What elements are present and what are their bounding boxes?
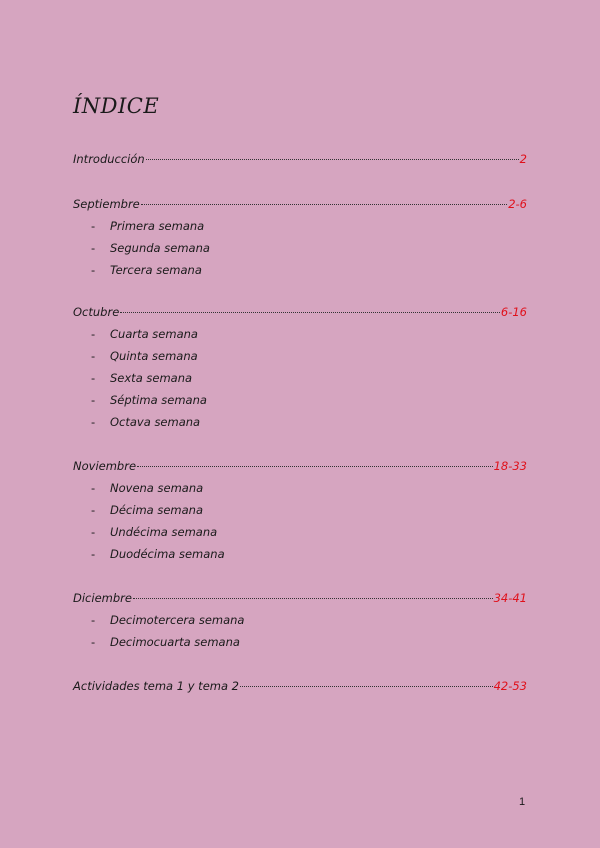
- toc-entry-page: 42-53: [493, 679, 527, 693]
- toc-subitem-label: Duodécima semana: [110, 547, 225, 561]
- toc-entry-label: Diciembre: [73, 591, 132, 605]
- dot-leader: [146, 159, 519, 160]
- toc-subitem: [91, 633, 240, 651]
- toc-entry-page: 34-41: [493, 591, 527, 605]
- toc-subitem: [91, 239, 210, 257]
- list-dash: -: [91, 241, 96, 255]
- toc-entry: [73, 589, 527, 607]
- toc-subitem: [91, 325, 198, 343]
- toc-entry-label: Noviembre: [73, 459, 137, 473]
- page-title: ÍNDICE: [73, 94, 160, 118]
- toc-subitem-label: Quinta semana: [110, 349, 198, 363]
- toc-subitem-label: Segunda semana: [110, 241, 210, 255]
- toc-entry-page: 6-16: [500, 305, 527, 319]
- list-dash: -: [91, 635, 96, 649]
- toc-subitem-label: Sexta semana: [110, 371, 193, 385]
- list-dash: -: [91, 371, 96, 385]
- list-dash: -: [91, 393, 96, 407]
- dot-leader: [133, 598, 493, 599]
- toc-subitem-label: Tercera semana: [110, 263, 202, 277]
- toc-entry: [73, 457, 527, 475]
- toc-subitem: [91, 479, 203, 497]
- toc-subitem: [91, 217, 204, 235]
- dot-leader: [141, 204, 507, 205]
- toc-subitem: [91, 611, 244, 629]
- list-dash: -: [91, 481, 96, 495]
- list-dash: -: [91, 327, 96, 341]
- toc-subitem-label: Primera semana: [110, 219, 205, 233]
- toc-subitem: [91, 413, 200, 431]
- list-dash: -: [91, 349, 96, 363]
- toc-entry-label: Introducción: [73, 152, 145, 166]
- toc-entry-label: Septiembre: [73, 197, 140, 211]
- list-dash: -: [91, 263, 96, 277]
- dot-leader: [240, 686, 493, 687]
- toc-entry: [73, 150, 527, 168]
- toc-entry-label: Actividades tema 1 y tema 2: [73, 679, 239, 693]
- toc-entry-page: 2-6: [508, 197, 527, 211]
- toc-entry: [73, 195, 527, 213]
- page-number: 1: [519, 796, 526, 808]
- toc-entry-label: Octubre: [73, 305, 120, 319]
- toc-entry: [73, 303, 527, 321]
- toc-subitem: [91, 501, 203, 519]
- toc-subitem-label: Cuarta semana: [110, 327, 198, 341]
- toc-subitem-label: Décima semana: [110, 503, 204, 517]
- toc-subitem-label: Novena semana: [110, 481, 204, 495]
- toc-entry: [73, 677, 527, 695]
- toc-subitem-label: Undécima semana: [110, 525, 218, 539]
- list-dash: -: [91, 525, 96, 539]
- toc-subitem: [91, 261, 202, 279]
- list-dash: -: [91, 547, 96, 561]
- toc-subitem-label: Séptima semana: [110, 393, 207, 407]
- dot-leader: [137, 466, 493, 467]
- toc-subitem-label: Decimocuarta semana: [110, 635, 240, 649]
- toc-subitem: [91, 523, 217, 541]
- toc-subitem-label: Decimotercera semana: [110, 613, 245, 627]
- toc-subitem: [91, 545, 225, 563]
- toc-subitem: [91, 369, 192, 387]
- list-dash: -: [91, 503, 96, 517]
- toc-subitem: [91, 347, 198, 365]
- list-dash: -: [91, 613, 96, 627]
- list-dash: -: [91, 219, 96, 233]
- dot-leader: [120, 312, 500, 313]
- toc-entry-page: 18-33: [493, 459, 527, 473]
- toc-subitem: [91, 391, 207, 409]
- list-dash: -: [91, 415, 96, 429]
- toc-entry-page: 2: [519, 152, 527, 166]
- toc-subitem-label: Octava semana: [110, 415, 201, 429]
